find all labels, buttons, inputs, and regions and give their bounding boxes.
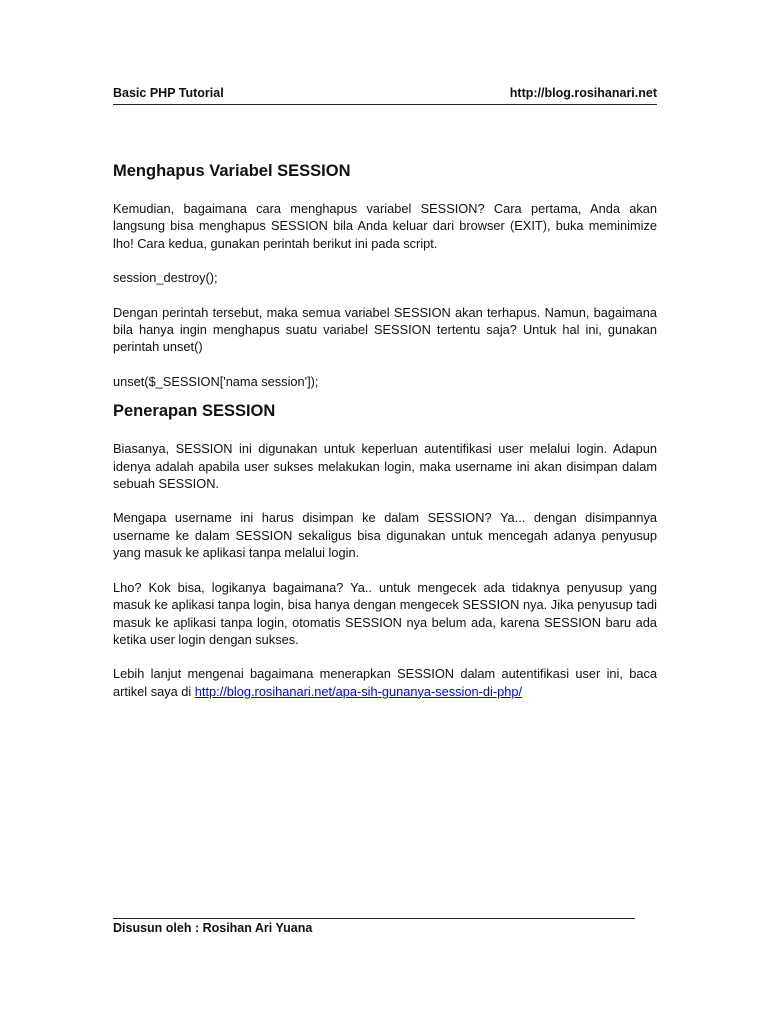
header-url: http://blog.rosihanari.net xyxy=(509,86,657,100)
paragraph: Dengan perintah tersebut, maka semua variabel SESSION akan terhapus. Namun, bagaimana bila hanya ingin menghapus suatu variabel SESSION tertentu saja? Untuk hal ini, gunakan perintah unset() xyxy=(113,304,657,355)
section-heading-penerapan: Penerapan SESSION xyxy=(113,402,276,421)
footer-divider xyxy=(113,918,635,919)
section-heading-menghapus: Menghapus Variabel SESSION xyxy=(113,162,351,180)
code-line: session_destroy(); xyxy=(113,270,218,286)
code-line: unset($_SESSION['nama session']); xyxy=(113,373,319,389)
page-content xyxy=(113,160,657,700)
paragraph: Lho? Kok bisa, logikanya bagaimana? Ya.. untuk mengecek ada tidaknya penyusup yang masuk ke aplikasi tanpa login, bisa hanya dengan mengecek SESSION nya. Jika penyusup tadi masuk ke aplikasi tanpa login, otomatis SESSION nya belum ada, karena SESSION baru ada ketika user login dengan sukses. xyxy=(113,579,657,647)
paragraph: Biasanya, SESSION ini digunakan untuk keperluan autentifikasi user melalui login. Adapun idenya adalah apabila user sukses melakukan login, maka username ini akan disimpan dalam sebuah SESSION. xyxy=(113,441,657,492)
page-header xyxy=(113,86,657,105)
paragraph-text: Lebih lanjut mengenai bagaimana menerapkan SESSION dalam autentifikasi user ini, baca artikel saya di xyxy=(113,666,657,699)
paragraph: Kemudian, bagaimana cara menghapus variabel SESSION? Cara pertama, Anda akan langsung bisa menghapus SESSION bila Anda keluar dari browser (EXIT), buka meminimize lho! Cara kedua, gunakan perintah berikut ini pada script. xyxy=(113,201,657,251)
paragraph-with-link xyxy=(113,665,657,700)
header-title: Basic PHP Tutorial xyxy=(113,86,224,100)
paragraph: Mengapa username ini harus disimpan ke dalam SESSION? Ya... dengan disimpannya username ke dalam SESSION sekaligus bisa digunakan untuk mencegah adanya penyusup yang masuk ke aplikasi tanpa melalui login. xyxy=(113,510,657,561)
footer-author: Disusun oleh : Rosihan Ari Yuana xyxy=(113,921,313,935)
article-link[interactable]: http://blog.rosihanari.net/apa-sih-gunanya-session-di-php/ xyxy=(194,683,523,699)
